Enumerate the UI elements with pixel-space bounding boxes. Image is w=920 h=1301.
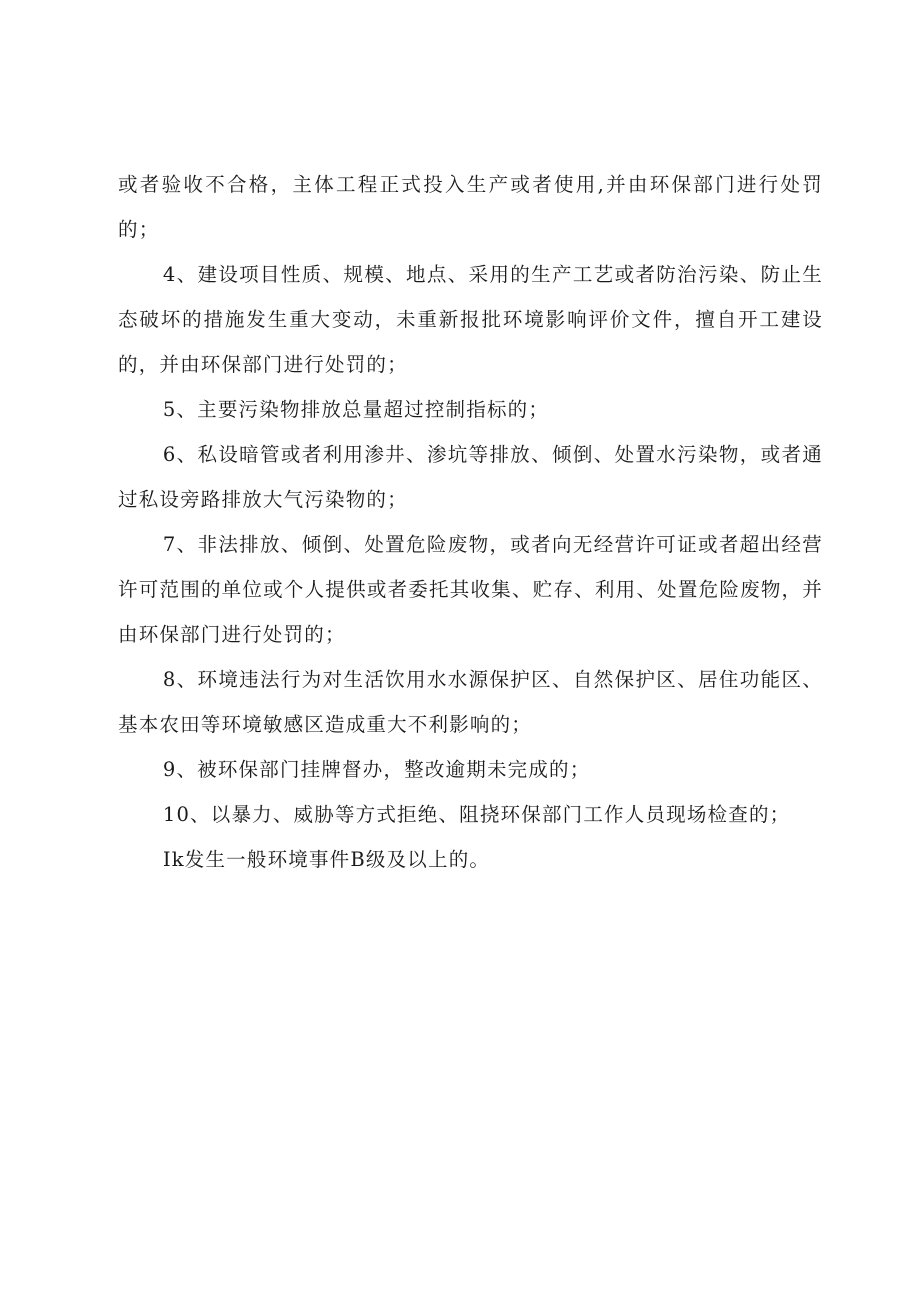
paragraph-continuation: 或者验收不合格，主体工程正式投入生产或者使用,并由环保部门进行处罚的；: [118, 173, 823, 241]
list-item-8: 8、环境违法行为对生活饮用水水源保护区、自然保护区、居住功能区、基本农田等环境敏感区造成重大不利影响的；: [118, 668, 823, 736]
list-item-11: Ik发生一般环境事件B级及以上的。: [162, 848, 491, 871]
list-item-4: 4、建设项目性质、规模、地点、采用的生产工艺或者防治污染、防止生态破坏的措施发生重大变动，未重新报批环境影响评价文件，擅自开工建设的，并由环保部门进行处罚的；: [118, 263, 823, 376]
list-item-6: 6、私设暗管或者利用渗井、渗坑等排放、倾倒、处置水污染物，或者通过私设旁路排放大气污染物的；: [118, 443, 823, 511]
document-body: [118, 162, 823, 882]
list-item-5: 5、主要污染物排放总量超过控制指标的；: [162, 398, 550, 421]
list-item-7: 7、非法排放、倾倒、处置危险废物，或者向无经营许可证或者超出经营许可范围的单位或个人提供或者委托其收集、贮存、利用、处置危险废物，并由环保部门进行处罚的；: [118, 533, 823, 646]
list-item-9: 9、被环保部门挂牌督办，整改逾期未完成的；: [162, 758, 591, 781]
list-item-10: 10、以暴力、威胁等方式拒绝、阻挠环保部门工作人员现场检查的；: [162, 803, 791, 826]
